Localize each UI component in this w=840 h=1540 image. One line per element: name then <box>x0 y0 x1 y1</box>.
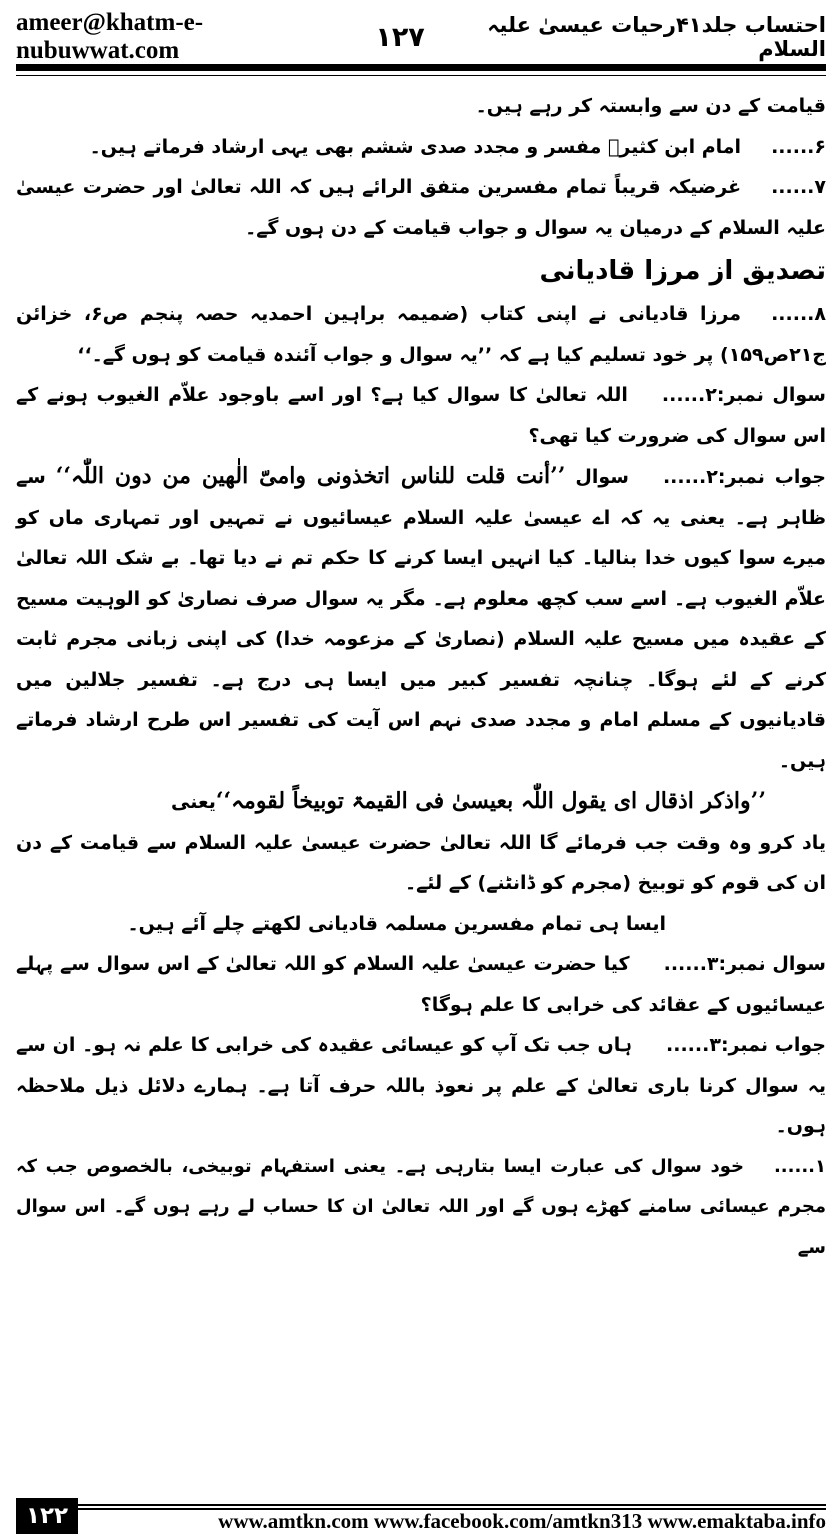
section-heading: تصدیق از مرزا قادیانی <box>539 256 826 286</box>
page-body <box>16 86 826 1268</box>
item-number-8: ۸...... <box>771 303 826 325</box>
answer-2 <box>16 456 826 781</box>
quote-paragraph <box>16 781 826 823</box>
answer-3-label: جواب نمبر:۳...... <box>666 1034 826 1056</box>
footer-links[interactable]: www.amtkn.com www.facebook.com/amtkn313 www.emaktaba.info <box>218 1509 826 1533</box>
paragraph-1: قیامت کے دن سے وابستہ کر رہے ہیں۔ <box>475 95 826 117</box>
quote-translation: یاد کرو وہ وقت جب فرمائے گا اللہ تعالیٰ حضرت عیسیٰ علیہ السلام سے قیامت کے دن ان کی قوم کو توبیخ (مجرم کو ڈانٹنے) کے لئے۔ <box>16 831 826 894</box>
item-number-1: ۱...... <box>773 1155 826 1177</box>
footer-rule-1 <box>78 1504 826 1506</box>
paragraph-6-text: خود سوال کی عبارت ایسا بتارہی ہے۔ یعنی استفہام توبیخی، بالخصوص جب کہ مجرم عیسائی سامنے کھڑے ہوں گے اور اللہ تعالیٰ ان کا حساب لے رہے ہوں گے۔ اس سوال سے <box>16 1155 826 1258</box>
paragraph-6 <box>16 1147 826 1269</box>
answer-2-label: جواب نمبر:۲...... <box>662 466 826 488</box>
footer-page-number: ۱۲۲ <box>16 1498 78 1534</box>
question-3 <box>16 944 826 1025</box>
quote-lead: یعنی <box>170 791 216 813</box>
header-rule-thick <box>16 64 826 71</box>
header-title: احتساب جلد۴۱رحیات عیسیٰ علیہ السلام <box>487 13 826 61</box>
question-3-label: سوال نمبر:۳...... <box>663 953 826 975</box>
quote-arabic: ’’واذکر اذقال ای یقول اللّٰہ بعیسیٰ فی القیمۃ توبیخاً لقومہ‘‘ <box>215 788 766 814</box>
paragraph-3-text: غرضیکہ قریباً تمام مفسرین متفق الرائے ہیں کہ اللہ تعالیٰ اور حضرت عیسیٰ علیہ السلام کے درمیان یہ سوال و جواب قیامت کے دن ہوں گے۔ <box>16 176 826 239</box>
answer-2-lead: سوال <box>575 466 629 488</box>
header-rule-thin <box>16 75 826 76</box>
question-2-label: سوال نمبر:۲...... <box>661 384 826 406</box>
page-header <box>16 9 826 64</box>
answer-2-arabic-verse: ’’أنت قلت للناس اتخذونی وامیّ الٰھین من دون اللّٰہ‘‘ <box>55 463 566 489</box>
paragraph-5: ایسا ہی تمام مفسرین مسلمہ قادیانی لکھتے چلے آئے ہیں۔ <box>127 912 666 935</box>
answer-3 <box>16 1025 826 1147</box>
header-left <box>16 9 425 65</box>
question-3-text: کیا حضرت عیسیٰ علیہ السلام کو اللہ تعالیٰ کے اس سوال سے پہلے عیسائیوں کے عقائد کی خرابی کا علم ہوگا؟ <box>16 953 826 1016</box>
answer-2-text: سے ظاہر ہے۔ یعنی یہ کہ اے عیسیٰ علیہ السلام عیسائیوں نے تمہیں اور تمہاری ماں کو میرے سوا کیوں خدا بنالیا۔ کیا انہیں ایسا کرنے کا حکم تم نے دیا تھا۔ بے شک اللہ تعالیٰ علاّم الغیوب ہے۔ اسے سب کچھ معلوم ہے۔ مگر یہ سوال صرف نصاریٰ کو الوہیت مسیح کے عقیدہ میں مسیح علیہ السلام (نصاریٰ کے مزعومہ خدا) کی اپنی زبانی مجرم ثابت کرنے کے لئے ہوگا۔ چنانچہ تفسیر کبیر میں ایسا ہی درج ہے۔ تفسیر جلالین میں قادیانیوں کے مسلم امام و مجدد صدی نہم اس آیت کی تفسیر اس طرح ارشاد فرماتے ہیں۔ <box>16 466 826 772</box>
header-page-number: ۱۲۷ <box>375 21 425 53</box>
paragraph-2-text: امام ابن کثیرؒ مفسر و مجدد صدی ششم بھی یہی ارشاد فرماتے ہیں۔ <box>89 135 742 158</box>
question-2 <box>16 375 826 456</box>
header-email: ameer@khatm-e-nubuwwat.com <box>16 9 204 64</box>
paragraph-2 <box>16 127 826 168</box>
paragraph-4-text: مرزا قادیانی نے اپنی کتاب (ضمیمہ براہین احمدیہ حصہ پنجم ص۶، خزائن ج۲۱ص۱۵۹) پر خود تسلیم کیا ہے کہ ’’یہ سوال و جواب آئندہ قیامت کو ہوں گے۔‘‘ <box>16 303 826 366</box>
item-number-6: ۶...... <box>771 135 826 158</box>
paragraph-4 <box>16 294 826 375</box>
item-number-7: ۷...... <box>771 176 826 198</box>
page-footer <box>16 1494 826 1534</box>
footer-right <box>78 1494 826 1534</box>
answer-3-text: ہاں جب تک آپ کو عیسائی عقیدہ کی خرابی کا علم نہ ہو۔ ان سے یہ سوال کرنا باری تعالیٰ کے علم پر نعوذ باللہ حرف آتا ہے۔ ہمارے دلائل ذیل ملاحظہ ہوں۔ <box>16 1034 826 1137</box>
paragraph-3 <box>16 167 826 248</box>
question-2-text: اللہ تعالیٰ کا سوال کیا ہے؟ اور اسے باوجود علاّم الغیوب ہونے کے اس سوال کی ضرورت کیا تھی؟ <box>16 384 826 447</box>
